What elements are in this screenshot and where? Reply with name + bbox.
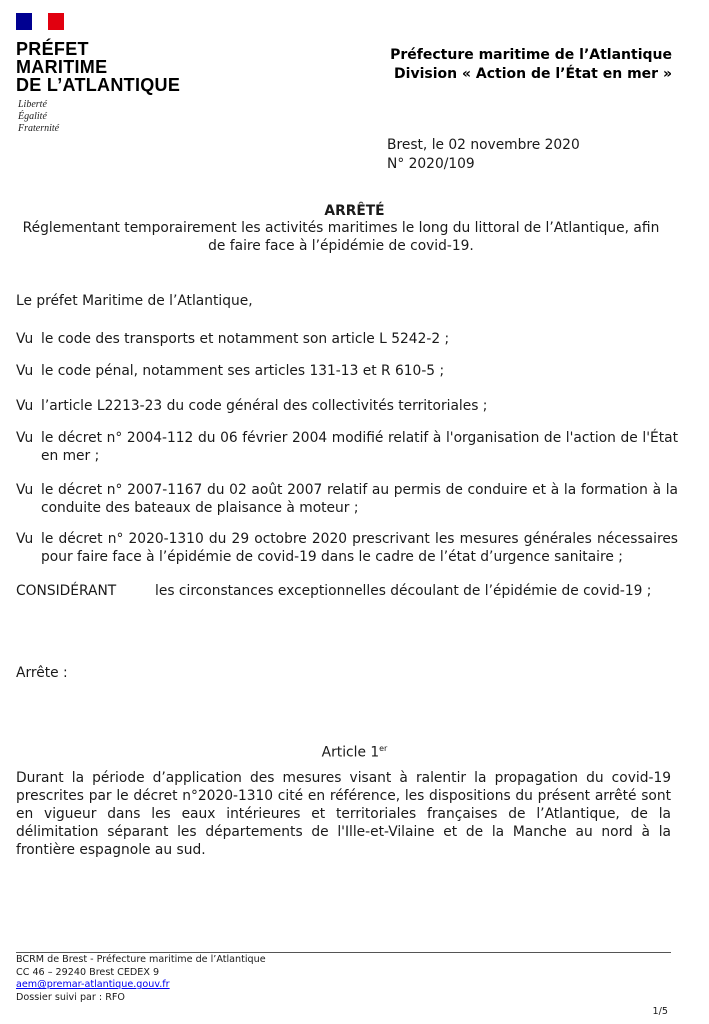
document-subtitle: Réglementant temporairement les activités maritimes le long du littoral de l’Atlantique, afin de faire face à l’épidémie de covid-19. (22, 220, 660, 254)
considerant-text: les circonstances exceptionnelles découlant de l’épidémie de covid-19 ; (155, 583, 652, 599)
vu-label: Vu (16, 363, 34, 379)
footer-email-link[interactable]: aem@premar-atlantique.gouv.fr (16, 979, 170, 991)
document-number: N° 2020/109 (387, 156, 475, 172)
footer-address-line: CC 46 – 29240 Brest CEDEX 9 (16, 966, 160, 978)
visa-text: l’article L2213-23 du code général des collectivités territoriales ; (41, 398, 488, 414)
header-org: Préfecture maritime de l’Atlantique (390, 47, 672, 63)
vu-label: Vu (16, 482, 34, 498)
vu-label: Vu (16, 398, 34, 414)
article-title-sup: er (379, 744, 388, 753)
vu-label: Vu (16, 331, 34, 347)
visa-text: le décret n° 2020-1310 du 29 octobre 2020 prescrivant les mesures générales nécessaires pour faire face à l’épidémie de covid-19 dans le cadre de l’état d’urgence sanitaire ; (41, 531, 678, 565)
footer (16, 954, 266, 1004)
footer-address-line: BCRM de Brest - Préfecture maritime de l’Atlantique (16, 954, 266, 965)
visa-item (16, 397, 678, 415)
vu-label: Vu (16, 430, 34, 446)
page-number: 1/5 (652, 1006, 668, 1017)
document-heading: ARRÊTÉ (324, 203, 385, 219)
motto-fraternite: Fraternité (18, 123, 60, 134)
header-division: Division « Action de l’État en mer » (394, 66, 672, 82)
considerant-label: CONSIDÉRANT (16, 583, 117, 599)
visa-text: le code des transports et notamment son article L 5242-2 ; (41, 331, 450, 347)
article-title-text: Article 1 (321, 744, 380, 761)
visa-item (16, 481, 678, 517)
document-date: Brest, le 02 novembre 2020 (387, 137, 580, 153)
intro-text: Le préfet Maritime de l’Atlantique, (16, 293, 253, 309)
logo-line-1: PRÉFET (16, 39, 89, 59)
article-body: Durant la période d’application des mesures visant à ralentir la propagation du covid-19 prescrites par le décret n°2020-1310 cité en référence, les dispositions du présent arrêté sont en vigueur dans les eaux intérieures et territoriales françaises de l’Atlantique, de la délimitation séparant les départements de l'Ille-et-Vilaine et de la Manche au nord à la frontière espagnole au sud. (16, 770, 671, 858)
vu-label: Vu (16, 531, 34, 547)
arrete-label: Arrête : (16, 665, 68, 681)
motto-egalite: Égalité (18, 111, 47, 122)
visa-text: le code pénal, notamment ses articles 131-13 et R 610-5 ; (41, 363, 445, 379)
logo-line-3: DE L’ATLANTIQUE (16, 75, 181, 95)
french-flag-icon (16, 13, 64, 30)
motto-liberte: Liberté (18, 99, 47, 110)
footer-contact-line: Dossier suivi par : RFO (16, 991, 125, 1003)
visa-item (16, 362, 678, 380)
visa-text: le décret n° 2007-1167 du 02 août 2007 relatif au permis de conduire et à la formation à la conduite des bateaux de plaisance à moteur ; (41, 482, 678, 516)
visa-item (16, 330, 678, 348)
visa-item (16, 429, 678, 465)
article-title (0, 744, 709, 761)
logo-line-2: MARITIME (16, 57, 108, 77)
visa-item (16, 530, 678, 566)
footer-divider (16, 952, 671, 953)
visa-text: le décret n° 2004-112 du 06 février 2004 modifié relatif à l'organisation de l'action de l'État en mer ; (41, 430, 678, 464)
